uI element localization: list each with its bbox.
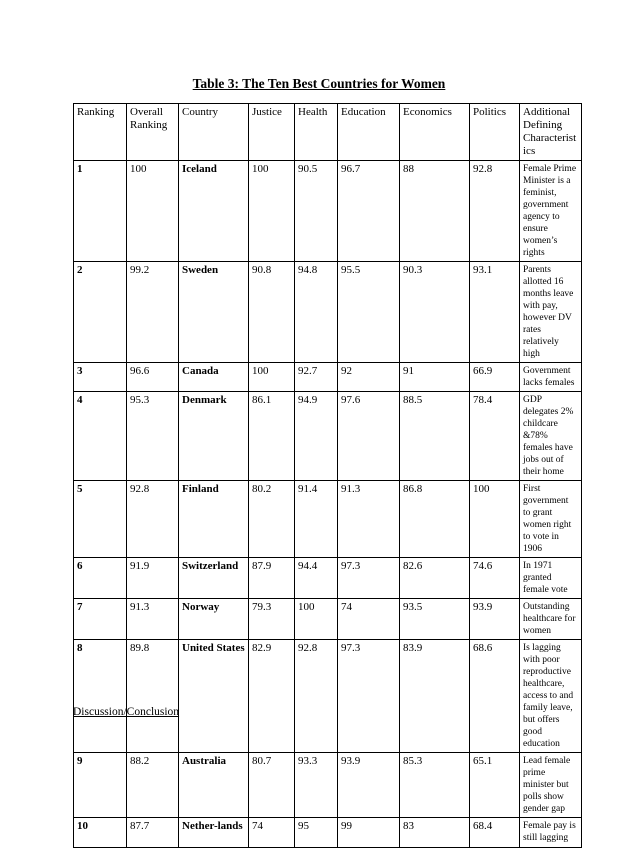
- cell-economics: 83.9: [400, 640, 470, 753]
- cell-politics: 100: [470, 481, 520, 558]
- cell-health: 90.5: [295, 161, 338, 262]
- countries-table: [73, 103, 582, 848]
- column-header: Economics: [400, 104, 470, 161]
- cell-education: 97.3: [338, 558, 400, 599]
- cell-health: 95: [295, 818, 338, 848]
- table-row: [74, 818, 582, 848]
- cell-overall: 91.3: [127, 599, 179, 640]
- cell-country: Denmark: [179, 392, 249, 481]
- table-row: [74, 753, 582, 818]
- table-row: [74, 599, 582, 640]
- cell-characteristics: Outstanding healthcare for women: [520, 599, 582, 640]
- table-row: [74, 640, 582, 753]
- cell-education: 95.5: [338, 262, 400, 363]
- cell-country: Canada: [179, 363, 249, 392]
- cell-health: 92.7: [295, 363, 338, 392]
- cell-education: 96.7: [338, 161, 400, 262]
- cell-country: Australia: [179, 753, 249, 818]
- cell-health: 92.8: [295, 640, 338, 753]
- cell-justice: 80.2: [249, 481, 295, 558]
- cell-country: Sweden: [179, 262, 249, 363]
- cell-justice: 100: [249, 161, 295, 262]
- table-row: [74, 481, 582, 558]
- cell-characteristics: GDP delegates 2% childcare &78% females have jobs out of their home: [520, 392, 582, 481]
- cell-characteristics: Government lacks females: [520, 363, 582, 392]
- column-header: Justice: [249, 104, 295, 161]
- cell-justice: 90.8: [249, 262, 295, 363]
- column-header: Country: [179, 104, 249, 161]
- cell-justice: 79.3: [249, 599, 295, 640]
- cell-ranking: 10: [74, 818, 127, 848]
- discussion-heading: Discussion/Conclusion: [73, 706, 180, 718]
- cell-justice: 86.1: [249, 392, 295, 481]
- column-header: Education: [338, 104, 400, 161]
- cell-justice: 82.9: [249, 640, 295, 753]
- cell-country: Finland: [179, 481, 249, 558]
- cell-overall: 100: [127, 161, 179, 262]
- cell-politics: 74.6: [470, 558, 520, 599]
- cell-overall: 88.2: [127, 753, 179, 818]
- table-row: [74, 161, 582, 262]
- cell-health: 100: [295, 599, 338, 640]
- cell-justice: 80.7: [249, 753, 295, 818]
- table-row: [74, 262, 582, 363]
- cell-overall: 91.9: [127, 558, 179, 599]
- cell-health: 94.9: [295, 392, 338, 481]
- cell-characteristics: Parents allotted 16 months leave with pay, however DV rates relatively high: [520, 262, 582, 363]
- cell-economics: 83: [400, 818, 470, 848]
- cell-politics: 65.1: [470, 753, 520, 818]
- cell-ranking: 4: [74, 392, 127, 481]
- table-title: Table 3: The Ten Best Countries for Women: [192, 76, 446, 91]
- cell-economics: 82.6: [400, 558, 470, 599]
- table-body: [74, 161, 582, 848]
- cell-ranking: 3: [74, 363, 127, 392]
- cell-economics: 90.3: [400, 262, 470, 363]
- cell-economics: 86.8: [400, 481, 470, 558]
- cell-ranking: 7: [74, 599, 127, 640]
- cell-characteristics: Female pay is still lagging: [520, 818, 582, 848]
- cell-education: 93.9: [338, 753, 400, 818]
- cell-economics: 88.5: [400, 392, 470, 481]
- cell-overall: 92.8: [127, 481, 179, 558]
- cell-politics: 93.9: [470, 599, 520, 640]
- cell-ranking: 6: [74, 558, 127, 599]
- cell-education: 97.6: [338, 392, 400, 481]
- cell-economics: 88: [400, 161, 470, 262]
- cell-education: 91.3: [338, 481, 400, 558]
- cell-economics: 93.5: [400, 599, 470, 640]
- cell-politics: 93.1: [470, 262, 520, 363]
- cell-characteristics: First government to grant women right to vote in 1906: [520, 481, 582, 558]
- cell-economics: 91: [400, 363, 470, 392]
- cell-country: Switzerland: [179, 558, 249, 599]
- cell-justice: 87.9: [249, 558, 295, 599]
- cell-characteristics: Female Prime Minister is a feminist, government agency to ensure women’s rights: [520, 161, 582, 262]
- cell-overall: 95.3: [127, 392, 179, 481]
- cell-education: 99: [338, 818, 400, 848]
- cell-country: Nether-lands: [179, 818, 249, 848]
- cell-health: 94.8: [295, 262, 338, 363]
- cell-country: United States: [179, 640, 249, 753]
- cell-overall: 89.8: [127, 640, 179, 753]
- column-header: Politics: [470, 104, 520, 161]
- cell-ranking: 8: [74, 640, 127, 753]
- column-header: Ranking: [74, 104, 127, 161]
- column-header: Health: [295, 104, 338, 161]
- cell-health: 91.4: [295, 481, 338, 558]
- cell-politics: 92.8: [470, 161, 520, 262]
- cell-ranking: 2: [74, 262, 127, 363]
- cell-country: Norway: [179, 599, 249, 640]
- cell-politics: 66.9: [470, 363, 520, 392]
- cell-overall: 96.6: [127, 363, 179, 392]
- cell-characteristics: In 1971 granted female vote: [520, 558, 582, 599]
- cell-health: 94.4: [295, 558, 338, 599]
- cell-justice: 100: [249, 363, 295, 392]
- cell-ranking: 1: [74, 161, 127, 262]
- column-header: Overall Ranking: [127, 104, 179, 161]
- table-row: [74, 558, 582, 599]
- cell-overall: 87.7: [127, 818, 179, 848]
- cell-economics: 85.3: [400, 753, 470, 818]
- cell-education: 74: [338, 599, 400, 640]
- header-row: [74, 104, 582, 161]
- cell-politics: 68.4: [470, 818, 520, 848]
- cell-ranking: 9: [74, 753, 127, 818]
- cell-characteristics: Lead female prime minister but polls show gender gap: [520, 753, 582, 818]
- column-header: Additional Defining Characteristics: [520, 104, 582, 161]
- cell-country: Iceland: [179, 161, 249, 262]
- table-row: [74, 392, 582, 481]
- cell-politics: 68.6: [470, 640, 520, 753]
- table-row: [74, 363, 582, 392]
- cell-health: 93.3: [295, 753, 338, 818]
- cell-education: 97.3: [338, 640, 400, 753]
- cell-overall: 99.2: [127, 262, 179, 363]
- cell-characteristics: Is lagging with poor reproductive healthcare, access to and family leave, but offers good education: [520, 640, 582, 753]
- cell-justice: 74: [249, 818, 295, 848]
- cell-politics: 78.4: [470, 392, 520, 481]
- cell-ranking: 5: [74, 481, 127, 558]
- cell-education: 92: [338, 363, 400, 392]
